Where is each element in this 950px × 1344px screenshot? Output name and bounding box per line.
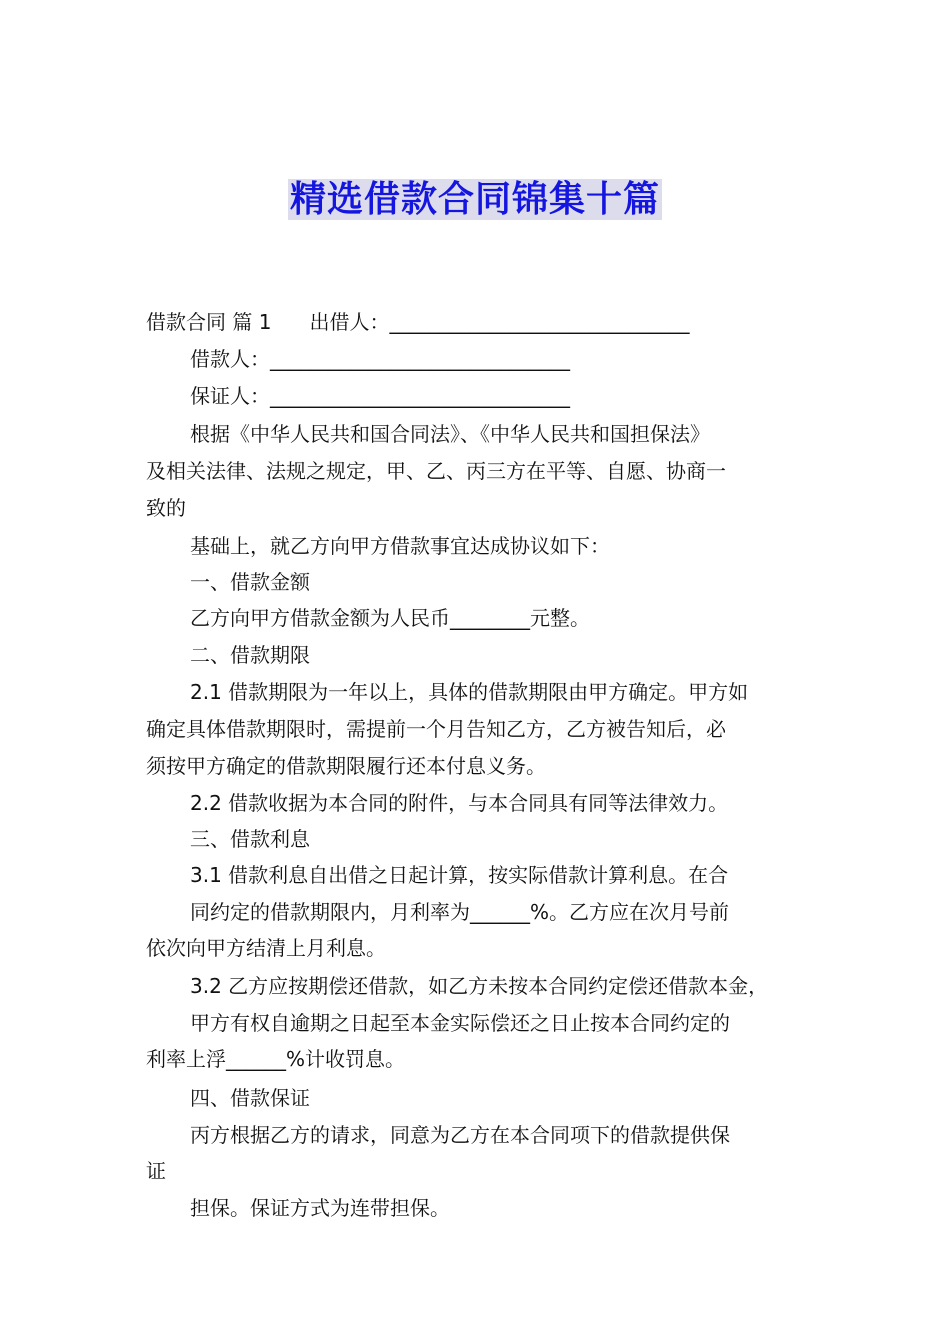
guarantor-field: 保证人：______________________________ [190, 384, 570, 408]
paragraph-line: 同约定的借款期限内，月利率为______%。乙方应在次月号前 [190, 900, 730, 924]
paragraph-line: 3.2 乙方应按期偿还借款，如乙方未按本合同约定偿还借款本金， [190, 974, 769, 998]
section-label: 借款合同 篇 1 [146, 310, 272, 334]
section-heading: 四、借款保证 [190, 1086, 310, 1110]
section-heading: 一、借款金额 [190, 570, 310, 594]
borrower-field: 借款人：______________________________ [190, 347, 570, 371]
paragraph-line: 根据《中华人民共和国合同法》、《中华人民共和国担保法》 [190, 422, 710, 446]
paragraph-line: 及相关法律、法规之规定，甲、乙、丙三方在平等、自愿、协商一 [146, 459, 726, 483]
document-title: 精选借款合同锦集十篇 [289, 179, 660, 220]
paragraph-line: 证 [146, 1159, 166, 1183]
paragraph-line: 基础上，就乙方向甲方借款事宜达成协议如下： [190, 534, 610, 558]
paragraph-line: 2.1 借款期限为一年以上，具体的借款期限由甲方确定。甲方如 [190, 680, 749, 704]
paragraph-line: 担保。保证方式为连带担保。 [190, 1196, 450, 1220]
paragraph-line: 致的 [146, 496, 186, 520]
paragraph-line: 须按甲方确定的借款期限履行还本付息义务。 [146, 754, 546, 778]
paragraph-line: 2.2 借款收据为本合同的附件，与本合同具有同等法律效力。 [190, 791, 729, 815]
paragraph-line: 乙方向甲方借款金额为人民币________元整。 [190, 606, 590, 630]
paragraph-line: 甲方有权自逾期之日起至本金实际偿还之日止按本合同约定的 [190, 1011, 730, 1035]
lender-field: 出借人：______________________________ [309, 310, 690, 334]
paragraph-line: 依次向甲方结清上月利息。 [146, 936, 386, 960]
paragraph-line: 利率上浮______%计收罚息。 [146, 1047, 406, 1071]
section-header-line [146, 308, 689, 336]
paragraph-line: 确定具体借款期限时，需提前一个月告知乙方，乙方被告知后，必 [146, 717, 726, 741]
paragraph-line: 3.1 借款利息自出借之日起计算，按实际借款计算利息。在合 [190, 863, 729, 887]
section-heading: 三、借款利息 [190, 827, 310, 851]
paragraph-line: 丙方根据乙方的请求，同意为乙方在本合同项下的借款提供保 [190, 1123, 730, 1147]
section-heading: 二、借款期限 [190, 643, 310, 667]
